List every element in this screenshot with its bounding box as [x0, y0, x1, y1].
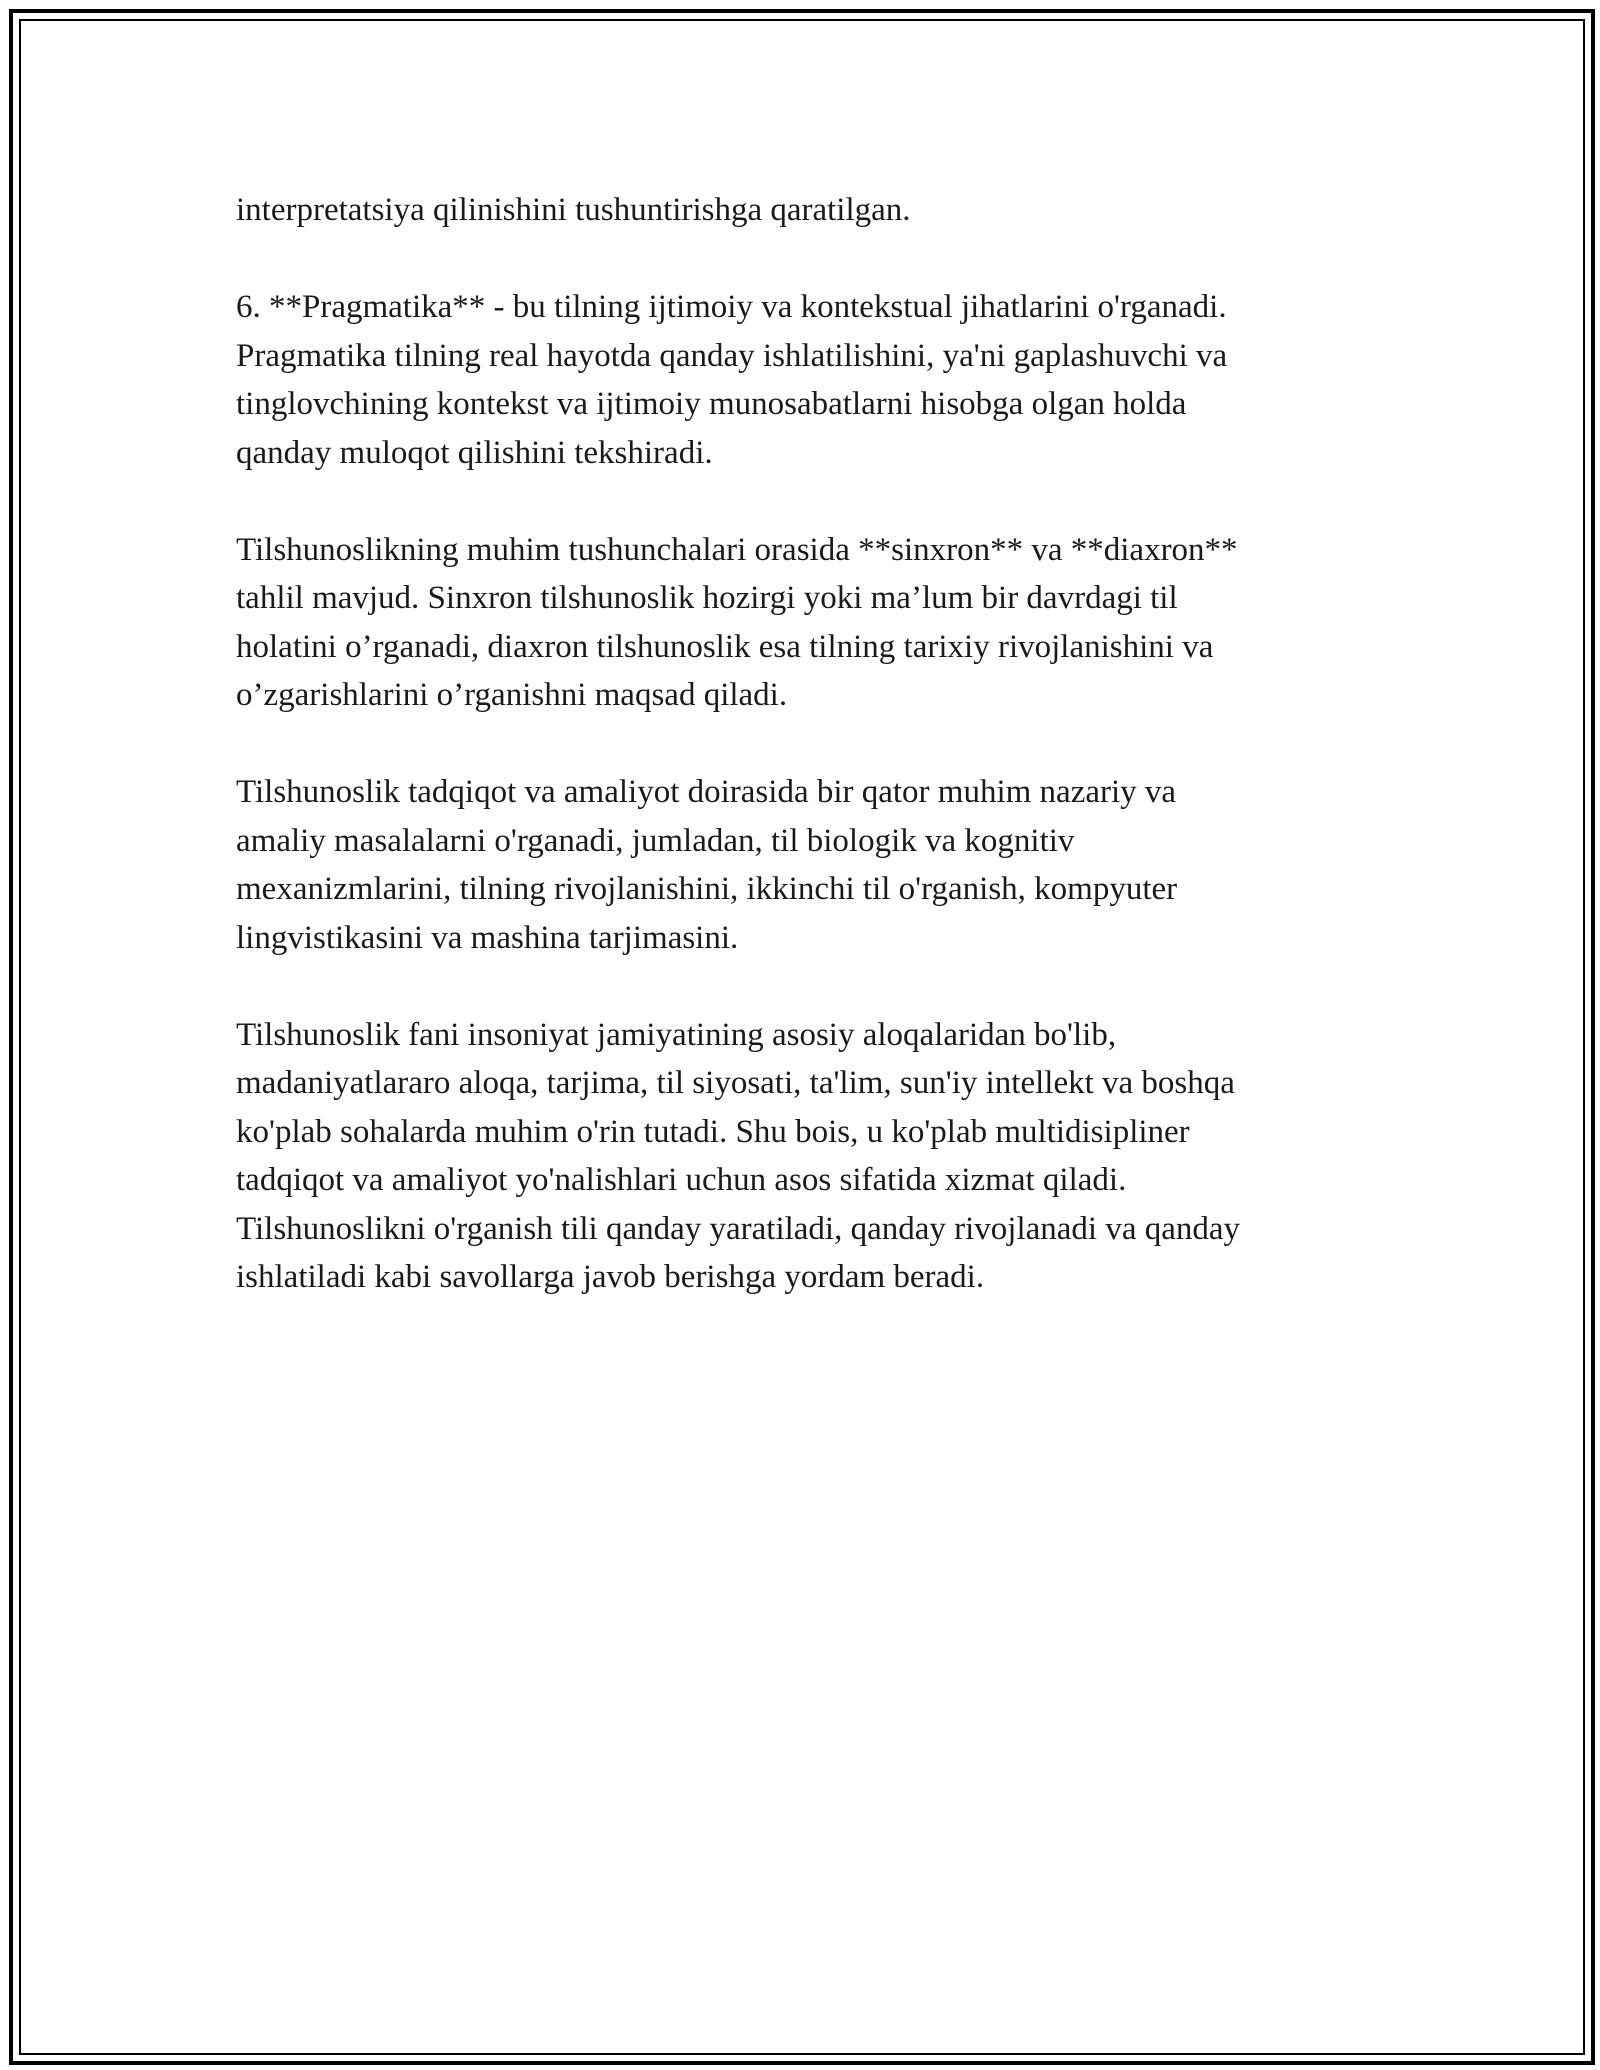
text-line: ishlatiladi kabi savollarga javob berishga yordam beradi. — [236, 1259, 985, 1295]
text-line: o’zgarishlarini o’rganishni maqsad qiladi. — [236, 677, 788, 713]
paragraph-5 — [236, 1011, 1376, 1302]
text-line: holatini o’rganadi, diaxron tilshunoslik esa tilning tarixiy rivojlanishini va — [236, 628, 1214, 665]
document-body — [236, 186, 1376, 1350]
text-line: ko'plab sohalarda muhim o'rin tutadi. Shu bois, u ko'plab multidisipliner — [236, 1113, 1190, 1150]
text-line: amaliy masalalarni o'rganadi, jumladan, til biologik va kognitiv — [236, 822, 1075, 859]
text-line: Pragmatika tilning real hayotda qanday ishlatilishini, ya'ni gaplashuvchi va — [236, 337, 1228, 374]
text-line: tinglovchining kontekst va ijtimoiy munosabatlarni hisobga olgan holda — [236, 386, 1187, 422]
paragraph-3 — [236, 526, 1376, 720]
text-line: tadqiqot va amaliyot yo'nalishlari uchun asos sifatida xizmat qiladi. — [236, 1162, 1127, 1198]
paragraph-2 — [236, 283, 1376, 477]
text-line: madaniyatlararo aloqa, tarjima, til siyosati, ta'lim, sun'iy intellekt va boshqa — [236, 1065, 1235, 1101]
text-line: interpretatsiya qilinishini tushuntirishga qaratilgan. — [236, 192, 911, 228]
paragraph-1 — [236, 186, 1376, 235]
text-line: Tilshunoslikni o'rganish tili qanday yaratiladi, qanday rivojlanadi va qanday — [236, 1210, 1241, 1247]
text-line: 6. **Pragmatika** - bu tilning ijtimoiy va kontekstual jihatlarini o'rganadi. — [236, 289, 1227, 325]
text-line: Tilshunoslik tadqiqot va amaliyot doirasida bir qator muhim nazariy va — [236, 774, 1177, 810]
paragraph-4 — [236, 768, 1376, 962]
text-line: mexanizmlarini, tilning rivojlanishini, ikkinchi til o'rganish, kompyuter — [236, 871, 1178, 907]
text-line: qanday muloqot qilishini tekshiradi. — [236, 434, 713, 471]
text-line: lingvistikasini va mashina tarjimasini. — [236, 919, 739, 956]
text-line: Tilshunoslikning muhim tushunchalari orasida **sinxron** va **diaxron** — [236, 531, 1238, 568]
text-line: Tilshunoslik fani insoniyat jamiyatining asosiy aloqalaridan bo'lib, — [236, 1016, 1117, 1053]
text-line: tahlil mavjud. Sinxron tilshunoslik hozirgi yoki ma’lum bir davrdagi til — [236, 580, 1178, 616]
